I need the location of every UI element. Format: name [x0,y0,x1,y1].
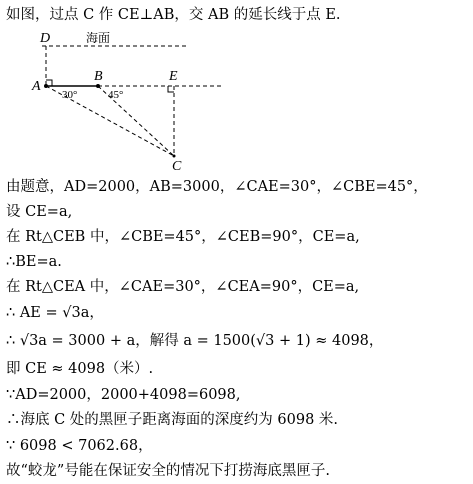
solution-line: 在 Rt△CEA 中，∠CAE=30°，∠CEA=90°，CE=a, [6,279,360,295]
solution-line: 故“蛟龙”号能在保证安全的情况下打捞海底黑匣子. [6,463,330,479]
solution-line: ∵AD=2000，2000+4098=6098, [6,387,241,403]
point-a [44,84,48,88]
solution-line: 设 CE=a, [6,204,73,220]
right-angle-marker-e [168,86,174,92]
point-b [96,84,100,88]
point-c [173,155,176,158]
solution-line: ∴ √3a = 3000 + a，解得 a = 1500(√3 + 1) ≈ 4098， [6,333,384,349]
label-d: D [40,31,51,46]
label-e: E [169,69,178,84]
solution-line: 在 Rt△CEB 中，∠CBE=45°，∠CEB=90°，CE=a, [6,229,360,245]
label-angle-a: 30° [62,89,78,101]
solution-line: ∴BE=a. [6,254,62,270]
solution-line: 即 CE ≈ 4098（米）. [6,361,154,377]
solution-line: ∴海底 C 处的黑匣子距离海面的深度约为 6098 米. [6,412,339,428]
label-sea-surface: 海面 [86,31,111,45]
label-b: B [94,69,103,84]
label-a: A [32,79,41,94]
solution-line: 由题意，AD=2000，AB=3000，∠CAE=30°，∠CBE=45°， [6,179,428,195]
label-angle-b: 45° [108,89,124,101]
solution-line: ∴ AE = √3a， [6,305,104,321]
solution-line: ∵ 6098 < 7062.68， [6,438,153,454]
label-c: C [172,159,182,173]
geometry-figure [28,28,228,173]
problem-intro: 如图，过点 C 作 CE⊥AB，交 AB 的延长线于点 E. [6,7,341,23]
